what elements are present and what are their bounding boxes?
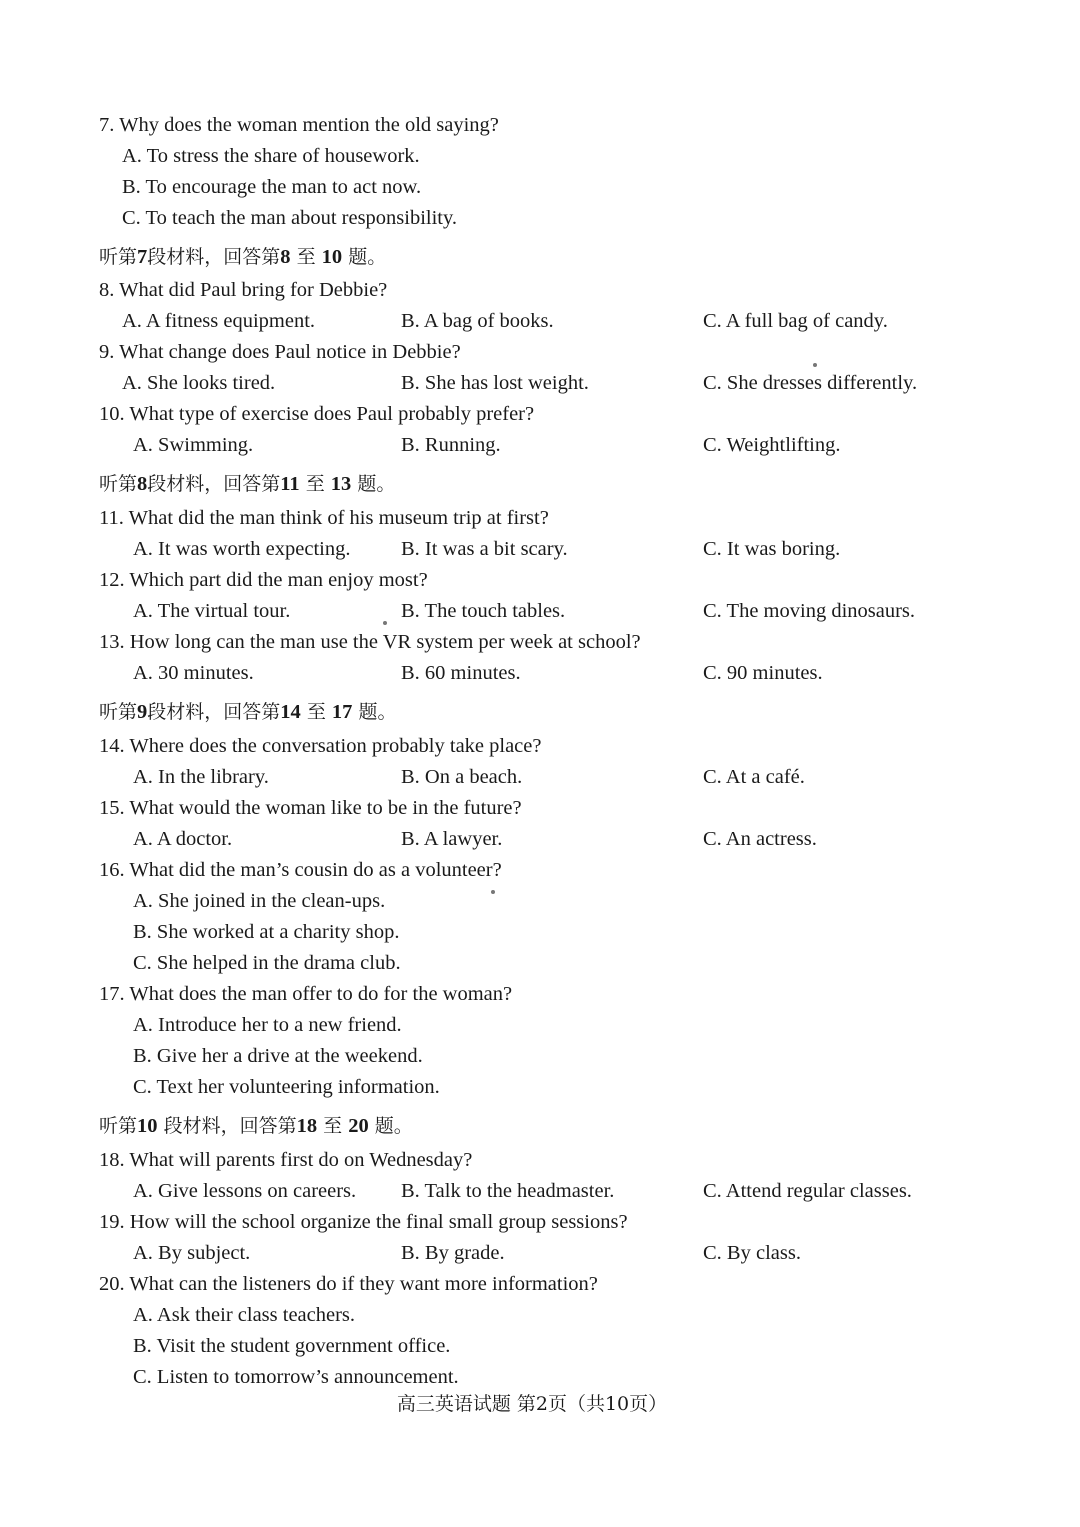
question-text: What did the man think of his museum trip at first? <box>128 507 549 529</box>
option-10a: A. Swimming. <box>133 434 254 456</box>
option-8b: B. A bag of books. <box>401 310 554 332</box>
page-footer: 高三英语试题 第2页（共10页） <box>396 1393 668 1415</box>
question-text: Where does the conversation probably take place? <box>129 735 542 757</box>
option-20b: B. Visit the student government office. <box>133 1335 451 1357</box>
option-14a: A. In the library. <box>133 766 269 788</box>
option-10b: B. Running. <box>401 434 501 456</box>
question-18 <box>99 1148 472 1172</box>
option-18c: C. Attend regular classes. <box>703 1180 912 1202</box>
option-12b: B. The touch tables. <box>401 600 566 622</box>
section-header-9: 听第9段材料，回答第14 至 17 题。 <box>99 701 397 723</box>
question-text: What did Paul bring for Debbie? <box>119 279 388 301</box>
option-18b: B. Talk to the headmaster. <box>401 1180 615 1202</box>
question-text: Why does the woman mention the old saying? <box>119 114 499 136</box>
option-13b: B. 60 minutes. <box>401 662 521 684</box>
question-13 <box>99 630 641 654</box>
option-9b: B. She has lost weight. <box>401 372 589 394</box>
option-13a: A. 30 minutes. <box>133 662 254 684</box>
question-number: 8. <box>99 279 115 301</box>
question-text: How will the school organize the final small group sessions? <box>129 1211 628 1233</box>
scan-speck <box>383 621 387 625</box>
option-13c: C. 90 minutes. <box>703 662 823 684</box>
question-number: 17. <box>99 983 125 1005</box>
option-16a: A. She joined in the clean-ups. <box>133 890 386 912</box>
option-8c: C. A full bag of candy. <box>703 310 888 332</box>
question-number: 14. <box>99 735 125 757</box>
option-18a: A. Give lessons on careers. <box>133 1180 357 1202</box>
option-20c: C. Listen to tomorrow’s announcement. <box>133 1366 459 1388</box>
option-17b: B. Give her a drive at the weekend. <box>133 1045 423 1067</box>
question-number: 13. <box>99 631 125 653</box>
option-9c: C. She dresses differently. <box>703 372 918 394</box>
option-11b: B. It was a bit scary. <box>401 538 568 560</box>
question-text: What type of exercise does Paul probably prefer? <box>129 403 535 425</box>
question-number: 9. <box>99 341 115 363</box>
scan-speck <box>813 363 817 367</box>
question-number: 7. <box>99 114 115 136</box>
option-19b: B. By grade. <box>401 1242 505 1264</box>
option-12c: C. The moving dinosaurs. <box>703 600 916 622</box>
question-number: 16. <box>99 859 125 881</box>
option-15c: C. An actress. <box>703 828 817 850</box>
option-15b: B. A lawyer. <box>401 828 503 850</box>
option-11a: A. It was worth expecting. <box>133 538 351 560</box>
option-14b: B. On a beach. <box>401 766 523 788</box>
option-17c: C. Text her volunteering information. <box>133 1076 440 1098</box>
question-19 <box>99 1210 628 1234</box>
option-7b: B. To encourage the man to act now. <box>122 176 422 198</box>
question-number: 19. <box>99 1211 125 1233</box>
option-16b: B. She worked at a charity shop. <box>133 921 400 943</box>
question-text: How long can the man use the VR system per week at school? <box>129 631 641 653</box>
question-text: What will parents first do on Wednesday? <box>129 1149 473 1171</box>
question-text: What would the woman like to be in the future? <box>129 797 522 819</box>
question-11 <box>99 506 549 530</box>
option-8a: A. A fitness equipment. <box>122 310 316 332</box>
scan-speck <box>491 890 495 894</box>
option-7c: C. To teach the man about responsibility. <box>122 207 458 229</box>
section-header-7: 听第7段材料，回答第8 至 10 题。 <box>99 246 387 268</box>
question-text: What change does Paul notice in Debbie? <box>119 341 461 363</box>
question-9 <box>99 340 461 364</box>
question-number: 11. <box>99 507 124 529</box>
option-11c: C. It was boring. <box>703 538 841 560</box>
question-number: 15. <box>99 797 125 819</box>
option-16c: C. She helped in the drama club. <box>133 952 401 974</box>
question-text: What can the listeners do if they want more information? <box>129 1273 598 1295</box>
option-19c: C. By class. <box>703 1242 801 1264</box>
question-number: 10. <box>99 403 125 425</box>
question-10 <box>99 402 534 426</box>
question-text: Which part did the man enjoy most? <box>129 569 428 591</box>
option-19a: A. By subject. <box>133 1242 251 1264</box>
option-14c: C. At a café. <box>703 766 805 788</box>
option-12a: A. The virtual tour. <box>133 600 291 622</box>
question-number: 20. <box>99 1273 125 1295</box>
question-20 <box>99 1272 598 1296</box>
question-text: What did the man’s cousin do as a volunteer? <box>129 859 502 881</box>
question-16 <box>99 858 502 882</box>
question-12 <box>99 568 428 592</box>
question-14 <box>99 734 541 758</box>
question-15 <box>99 796 522 820</box>
question-7 <box>99 113 499 137</box>
question-number: 18. <box>99 1149 125 1171</box>
question-number: 12. <box>99 569 125 591</box>
option-17a: A. Introduce her to a new friend. <box>133 1014 402 1036</box>
option-10c: C. Weightlifting. <box>703 434 841 456</box>
section-header-8: 听第8段材料，回答第11 至 13 题。 <box>99 473 396 495</box>
question-17 <box>99 982 512 1006</box>
option-20a: A. Ask their class teachers. <box>133 1304 356 1326</box>
option-7a: A. To stress the share of housework. <box>122 145 420 167</box>
question-8 <box>99 278 387 302</box>
question-text: What does the man offer to do for the woman? <box>129 983 513 1005</box>
section-header-10: 听第10 段材料，回答第18 至 20 题。 <box>99 1115 413 1137</box>
option-15a: A. A doctor. <box>133 828 233 850</box>
option-9a: A. She looks tired. <box>122 372 276 394</box>
